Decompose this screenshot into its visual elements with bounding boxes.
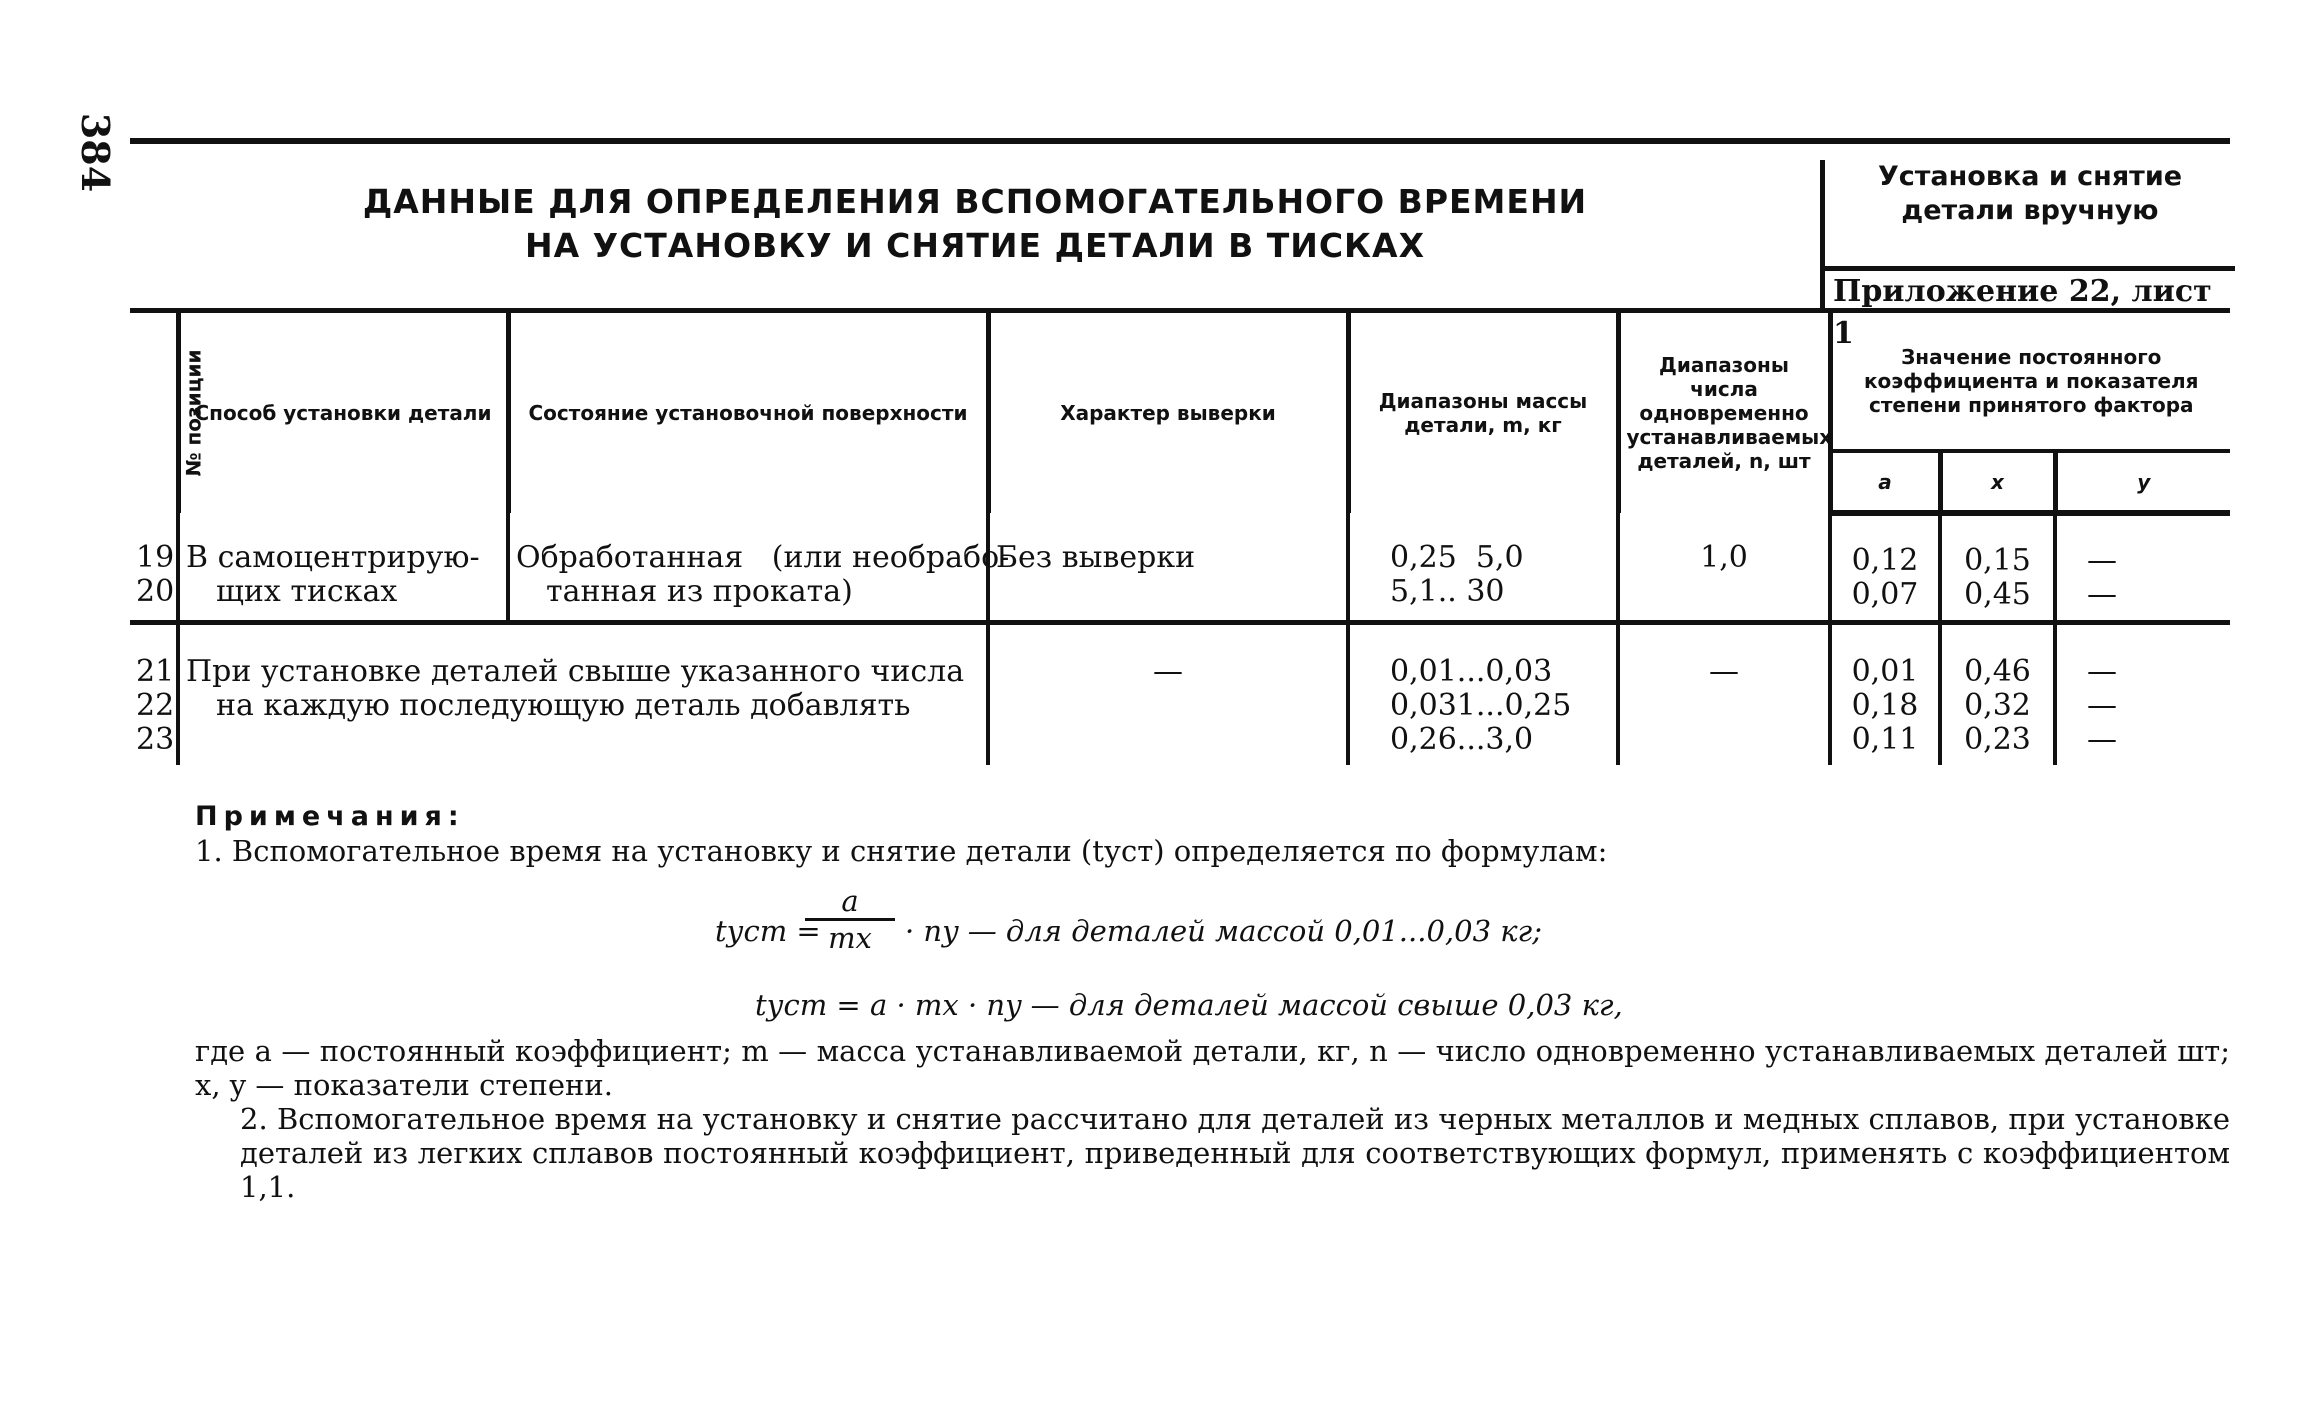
note-1-intro: 1. Вспомогательное время на установку и снятие детали (tуст) определяется по формулам: (195, 834, 1608, 868)
mass-cell: 0,01...0,03 0,031...0,25 0,26...3,0 (1348, 623, 1618, 766)
appendix-label: Приложение 22, лист 1 (1825, 266, 2235, 312)
side-box-line-1: Установка и снятие (1877, 161, 2183, 192)
header-mass: Диапазоны массы детали, m, кг (1348, 311, 1618, 514)
surface-cell: Обработанная (или необрабо- танная из проката) (508, 513, 988, 623)
a-cell: 0,01 0,18 0,11 (1830, 623, 1940, 766)
title-line-2: НА УСТАНОВКУ И СНЯТИЕ ДЕТАЛИ В ТИСКАХ (524, 226, 1426, 265)
side-box (1820, 160, 2235, 351)
method-cell-merged: При установке деталей свыше указанного числа на каждую последующую деталь добавлять (178, 623, 988, 766)
side-box-title (1825, 160, 2235, 228)
formula-1-rhs: · ny — для деталей массой 0,01...0,03 кг; (905, 914, 1542, 948)
data-table (130, 308, 2230, 765)
table-row (130, 623, 2230, 766)
header-method: Способ установки детали (178, 311, 508, 514)
table-group-a (130, 513, 2230, 623)
formula-2: tуст = a · mx · ny — для деталей массой свыше 0,03 кг, (755, 988, 1623, 1022)
table-row (130, 513, 2230, 623)
formula-1-denominator: mx (828, 921, 872, 955)
table-group-b (130, 623, 2230, 766)
formula-1 (195, 878, 2230, 978)
header-a: a (1830, 451, 1940, 513)
header-position: № позиции (130, 311, 178, 514)
document-title (130, 180, 1820, 268)
note-1-where: где a — постоянный коэффициент; m — масса устанавливаемой детали, кг, n — число одновременно устанавливаемых деталей шт; x, y — показатели степени. (195, 1034, 2230, 1102)
formula-1-fraction (805, 884, 895, 955)
notes-heading: Примечания: (195, 801, 465, 832)
document-header (130, 138, 2230, 351)
header-count: Диапазоны числа одновременно устанавливаемых деталей, n, шт (1618, 311, 1830, 514)
x-cell: 0,15 0,45 (1940, 513, 2055, 623)
position-cell: 19 20 (136, 540, 175, 609)
note-2: 2. Вспомогательное время на установку и снятие рассчитано для деталей из черных металлов и медных сплавов, при установке деталей из легких сплавов постоянный коэффициент, приведенный для соответствующих формул, применять с коэффициентом 1,1. (240, 1102, 2230, 1204)
a-cell: 0,12 0,07 (1830, 513, 1940, 623)
side-box-line-2: детали вручную (1901, 195, 2159, 226)
page-number: 384 (73, 112, 119, 193)
count-cell: — (1618, 623, 1830, 766)
formula-1-numerator: a (805, 884, 895, 921)
notes-section (195, 800, 2230, 1204)
method-cell: В самоцентрирую- щих тисках (178, 513, 508, 623)
header-coefficients: Значение постоянного коэффициента и показателя степени принятого фактора (1830, 311, 2230, 452)
formula-1-lhs: tуст = (715, 914, 821, 948)
alignment-cell: — (988, 623, 1348, 766)
header-x: x (1940, 451, 2055, 513)
header-alignment: Характер выверки (988, 311, 1348, 514)
header-surface: Состояние установочной поверхности (508, 311, 988, 514)
alignment-cell: Без выверки (988, 513, 1348, 623)
y-cell: — — (2055, 513, 2230, 623)
x-cell: 0,46 0,32 0,23 (1940, 623, 2055, 766)
y-cell: — — — (2055, 623, 2230, 766)
count-cell: 1,0 (1618, 513, 1830, 623)
position-cell: 21 22 23 (130, 623, 178, 766)
header-y: y (2055, 451, 2230, 513)
title-line-1: ДАННЫЕ ДЛЯ ОПРЕДЕЛЕНИЯ ВСПОМОГАТЕЛЬНОГО ВРЕМЕНИ (362, 182, 1588, 221)
mass-cell: 0,25 5,0 5,1.. 30 (1348, 513, 1618, 623)
